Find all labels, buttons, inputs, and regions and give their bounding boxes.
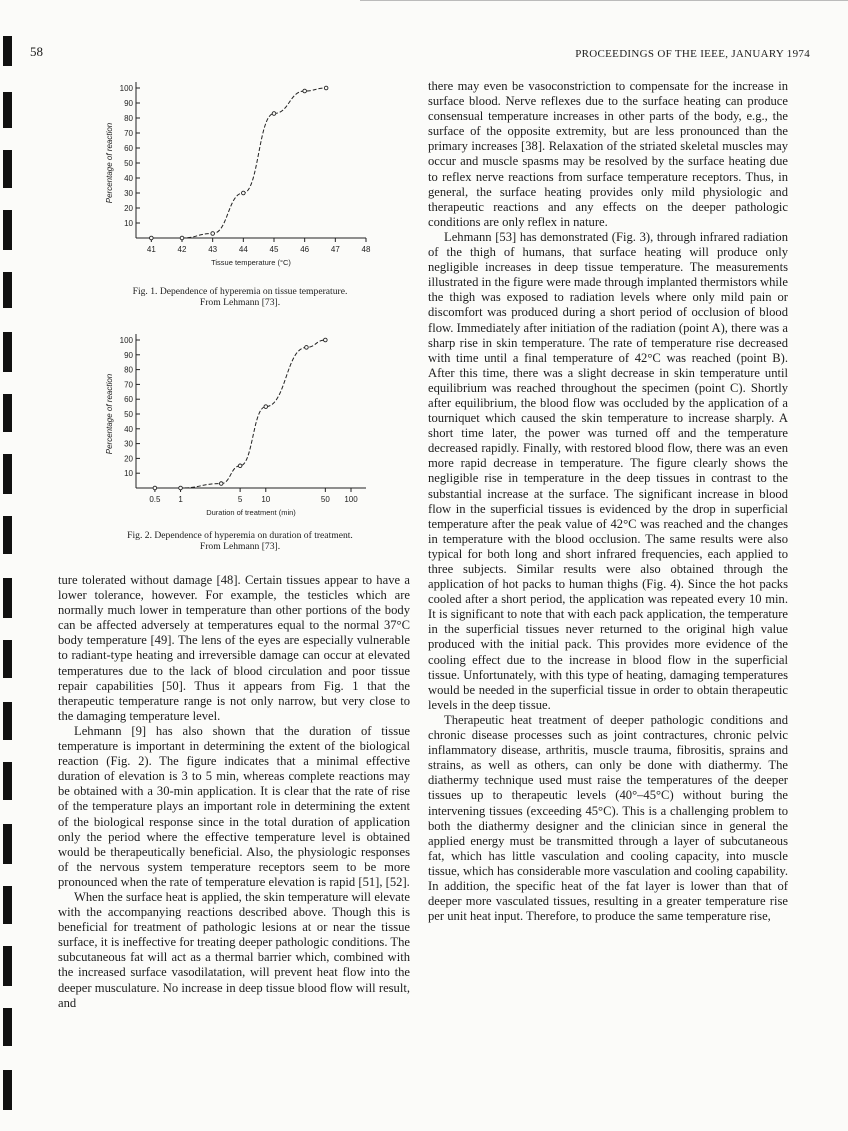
x-tick-label: 50 — [320, 495, 330, 504]
x-tick-label: 5 — [237, 495, 243, 504]
fig2-caption-line1: Fig. 2. Dependence of hyperemia on duration of treatment. — [127, 530, 353, 541]
y-tick-label: 90 — [124, 99, 133, 108]
y-tick-label: 60 — [124, 144, 133, 153]
x-axis-label: Tissue temperature (°C) — [211, 258, 291, 267]
data-point — [303, 89, 307, 93]
y-axis-label: Percentage of reaction — [105, 373, 114, 455]
x-tick-label: 1 — [178, 495, 183, 504]
y-tick-label: 100 — [119, 336, 133, 345]
x-tick-label: 41 — [146, 245, 156, 254]
data-point — [305, 346, 309, 350]
data-point — [211, 232, 215, 236]
x-axis-label: Duration of treatment (min) — [206, 508, 296, 517]
fig1-caption-line2: From Lehmann [73]. — [199, 297, 281, 308]
y-tick-label: 30 — [124, 439, 133, 449]
right-para-3: Therapeutic heat treatment of deeper pathologic conditions and chronic disease processes such as joint contractures, chronic pelvic inflammatory disease, arthritis, muscle trauma, fibrositis, sprains and strains, as well as others, can only be done with diathermy. The diathermy technique used must raise the temperatures of the deeper tissues up to therapeutic levels (40°–45°C) without buring the intervening tissues (exceeding 45°C). This is a challenging problem to both the diathermy designer and the clinician since in general the applied energy must be transmitted through a layer of subcutaneous fat, which has little vasculation and cooling capacity, into muscle tissue, which has considerable more vasculation and cooling capability. In addition, the specific heat of the fat layer is lower than that of deeper more vasculated tissues, resulting in a greater temperature rise per unit heat input. Therefore, to produce the same temperature rise, — [428, 712, 788, 924]
x-tick-label: 48 — [361, 245, 371, 254]
x-tick-label: 45 — [269, 245, 279, 254]
x-tick-label: 46 — [300, 245, 310, 254]
x-tick-label: 44 — [238, 245, 248, 254]
x-tick-label: 10 — [261, 495, 271, 504]
y-tick-label: 100 — [119, 84, 133, 93]
page-number: 58 — [30, 44, 43, 59]
fig2-chart — [92, 330, 392, 520]
fig1-caption — [60, 286, 420, 308]
data-point — [242, 191, 246, 195]
y-tick-label: 10 — [124, 469, 133, 479]
fig1-caption-line1: Fig. 1. Dependence of hyperemia on tissue temperature. — [132, 286, 348, 297]
y-tick-label: 20 — [124, 204, 133, 213]
y-tick-label: 50 — [124, 410, 133, 419]
fig2-caption-line2: From Lehmann [73]. — [199, 541, 281, 552]
x-tick-label: 100 — [344, 495, 358, 504]
y-tick-label: 80 — [124, 114, 133, 123]
data-point — [238, 464, 242, 468]
right-para-2: Lehmann [53] has demonstrated (Fig. 3), through infrared radiation of the thigh of humans, that surface heating will produce only negligible increases in deep tissue temperature. The measurements illustrated in the figure were made through implanted thermistors while the thigh was exposed to radiation levels where only mild pain or discomfort was produced during a short period of occlusion of blood flow. Immediately after initiation of the radiation (point A), there was a sharp rise in skin temperature. The rate of temperature rise decreased with time until a final temperature of 42°C was reached (point B). After this time, there was a slight decrease in skin temperature until equilibrium was reached throughout the specimen (point C). Shortly after equilibrium, the blood flow was occluded by the application of a tourniquet which caused the skin temperature to increase sharply. A short time later, the power was turned off and the temperature decreased rapidly. Finally, with restored blood flow, there was an even more rapid decrease in temperature. The figure clearly shows the negligible rise in temperature in the deep tissues in contrast to the substantial increase at the surface. The significant increase in blood flow in the superficial tissues is evidenced by the drop in superficial temperature after the peak value of 42°C was reached and the changes in temperature with the blood occlusion. The same results were also typical for both long and short infrared frequencies, each applied to three subjects. Similar results were also obtained through the application of hot packs to human thighs (Fig. 4). Since the hot packs cooled after a short period, the application was repeated every 10 min. It is significant to note that with each pack application, the temperature in the superficial tissues never returned to the original high value produced with the initial pack. This provides more evidence of the cooling effect due to the increase in blood flow in the superficial tissue. Unfortunately, with this type of heating, damaging temperatures would be needed in the superficial tissue in order to obtain therapeutic levels in the deep tissue. — [428, 229, 788, 712]
y-tick-label: 30 — [124, 189, 133, 198]
y-tick-label: 90 — [124, 350, 133, 360]
data-point — [150, 236, 154, 240]
right-para-1: there may even be vasoconstriction to compensate for the increase in surface blood. Nerve reflexes due to the surface heating can produce consensual temperature increases in other parts of the body, e.g., the surface of the opposite extremity, but are less pronounced than the primary increases [38]. Relaxation of the striated skeletal muscles may occur and muscle spasms may be resolved by the surface heating due to reflex nerve reactions from surface temperature receptors. Thus, in general, the surface heating provides only mild physiologic and therapeutic reactions and any effects on the deeper pathologic conditions are only reflex in nature. — [428, 79, 788, 229]
x-tick-label: 47 — [330, 245, 340, 254]
y-tick-label: 20 — [124, 454, 133, 464]
data-point — [219, 482, 223, 486]
data-point — [272, 112, 276, 116]
left-column — [58, 573, 410, 1011]
y-tick-label: 10 — [124, 219, 133, 228]
left-para-2: Lehmann [9] has also shown that the duration of tissue temperature is important in determining the extent of the biological reaction (Fig. 2). The figure indicates that a minimal effective duration of elevation is 3 to 5 min, whereas complete reactions may be obtained with a 30-min application. It is clear that the rate of rise of the temperature plays an important role in determining the extent of the biological response since in the total duration of application only the period where the effective temperature level is obtained would be therapeutically beneficial. Also, the physiologic responses of the nervous system temperature receptors seem to be more pronounced when the rate of temperature elevation is rapid [51], [52]. — [58, 723, 410, 889]
x-tick-label: 43 — [208, 245, 218, 254]
y-tick-label: 80 — [124, 365, 133, 375]
y-tick-label: 70 — [124, 129, 133, 138]
left-para-3: When the surface heat is applied, the skin temperature will elevate with the accompanying reactions described above. Though this is beneficial for treatment of pathologic lesions at or near the tissue surface, it is ineffective for treating deeper pathologic conditions. The subcutaneous fat will act as a thermal barrier which, combined with the increased surface vasodilatation, will prevent heat flow into the deeper musculature. No increase in deep tissue blood flow will result, and — [58, 889, 410, 1010]
x-tick-label: 0.5 — [149, 495, 161, 504]
data-point — [324, 86, 328, 90]
data-point — [180, 236, 184, 240]
data-point — [153, 486, 157, 490]
running-head: PROCEEDINGS OF THE IEEE, JANUARY 1974 — [575, 48, 810, 60]
data-point — [264, 405, 268, 409]
y-tick-label: 70 — [124, 380, 133, 390]
data-point — [324, 338, 328, 342]
x-tick-label: 42 — [177, 245, 187, 254]
data-curve — [151, 88, 326, 238]
y-tick-label: 40 — [124, 424, 133, 434]
right-column — [428, 79, 788, 924]
y-tick-label: 50 — [124, 159, 133, 168]
scan-edge-marks — [0, 0, 16, 1131]
fig2-caption — [60, 530, 420, 552]
y-tick-label: 40 — [124, 174, 133, 183]
y-tick-label: 60 — [124, 395, 133, 405]
fig1-chart — [92, 76, 392, 276]
left-para-1: ture tolerated without damage [48]. Certain tissues appear to have a lower tolerance, however. For example, the testicles which are normally much lower in temperature than other portions of the body can be affected adversely at temperatures equal to the normal 37°C body temperature [49]. The lens of the eyes are especially vulnerable to radiant-type heating and irreversible damage can occur at elevated temperatures due to the lack of blood circulation and poor tissue repair capabilities [50]. Thus it appears from Fig. 1 that the therapeutic temperature range is not only narrow, but very close to the damaging temperature level. — [58, 573, 410, 723]
y-axis-label: Percentage of reaction — [105, 122, 114, 204]
data-point — [179, 486, 183, 490]
